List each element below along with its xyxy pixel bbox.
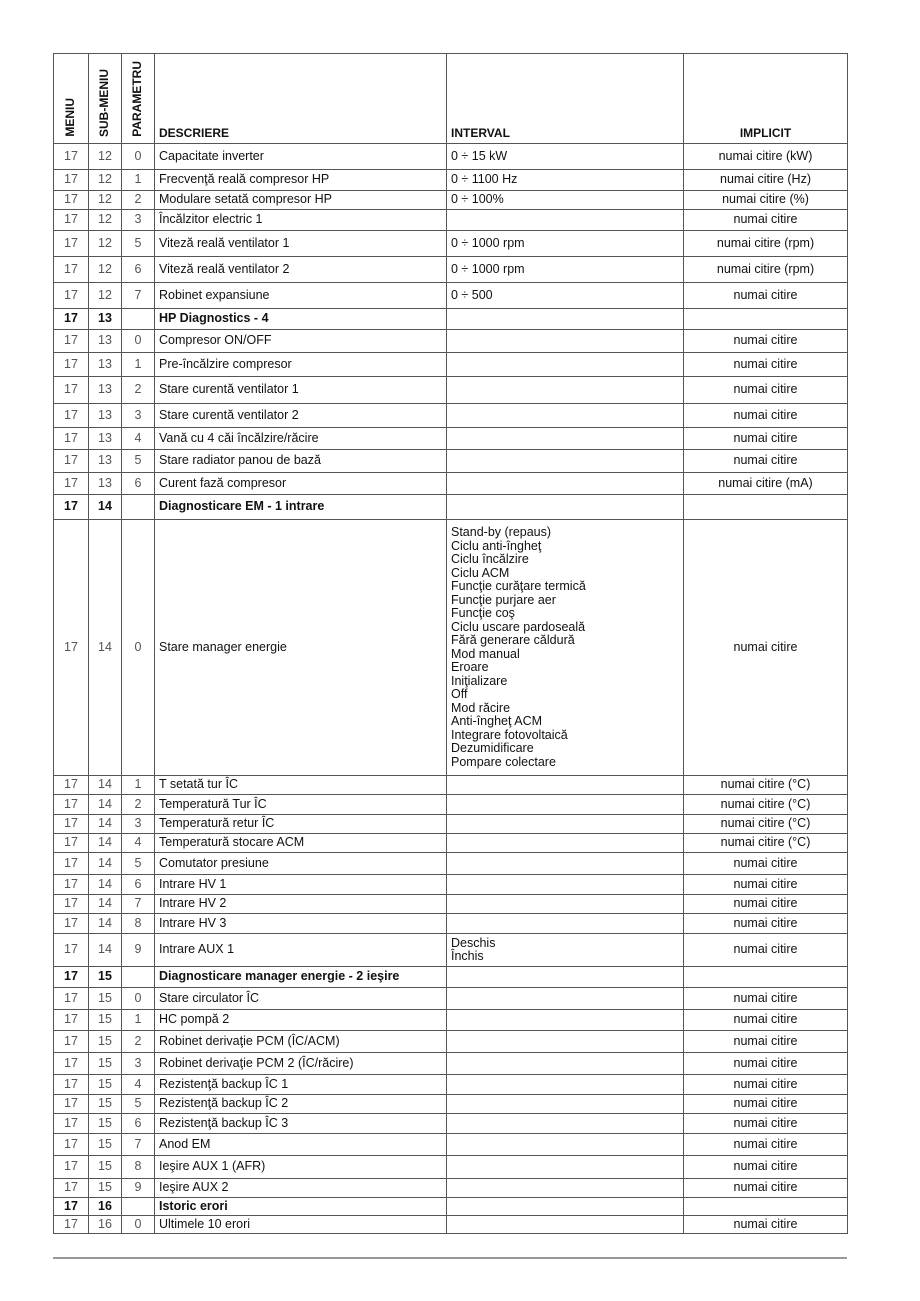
submenu-cell: 14 [89, 815, 122, 834]
footer-divider [53, 1257, 847, 1259]
interval-cell [447, 914, 684, 934]
default-cell: numai citire (°C) [684, 834, 848, 853]
menu-cell: 17 [54, 283, 89, 309]
parameter-cell [122, 967, 155, 988]
table-row [54, 1075, 848, 1095]
table-row [54, 834, 848, 853]
description-cell: Intrare AUX 1 [155, 934, 447, 967]
interval-cell [447, 404, 684, 428]
table-row [54, 170, 848, 191]
interval-cell [447, 450, 684, 473]
description-cell: Frecvenţă reală compresor HP [155, 170, 447, 191]
submenu-cell: 14 [89, 853, 122, 875]
section-header-row [54, 309, 848, 330]
interval-cell [447, 495, 684, 520]
description-cell: Pre-încălzire compresor [155, 353, 447, 377]
default-cell: numai citire (rpm) [684, 257, 848, 283]
submenu-cell: 13 [89, 450, 122, 473]
default-cell: numai citire [684, 1216, 848, 1234]
submenu-cell: 12 [89, 210, 122, 231]
menu-cell: 17 [54, 895, 89, 914]
table-row [54, 1134, 848, 1156]
default-cell: numai citire (Hz) [684, 170, 848, 191]
default-cell: numai citire [684, 1010, 848, 1031]
default-cell [684, 309, 848, 330]
menu-cell: 17 [54, 231, 89, 257]
submenu-cell: 12 [89, 170, 122, 191]
header-interval: INTERVAL [447, 54, 684, 144]
interval-cell: Stand-by (repaus) Ciclu anti-îngheţ Ciclu încălzire Ciclu ACM Funcţie curăţare termică Funcţie purjare aer Funcţie coş Ciclu uscare pardoseală Fără generare căldură Mod manual Eroare Iniţializare Off Mod răcire Anti-îngheţ ACM Integrare fotovoltaică Dezumidificare Pompare colectare [447, 520, 684, 776]
default-cell: numai citire [684, 914, 848, 934]
default-cell: numai citire [684, 988, 848, 1010]
default-cell: numai citire [684, 895, 848, 914]
parameter-cell: 2 [122, 1031, 155, 1053]
description-cell: Stare radiator panou de bază [155, 450, 447, 473]
menu-cell: 17 [54, 404, 89, 428]
interval-cell [447, 353, 684, 377]
table-row [54, 257, 848, 283]
table-row [54, 988, 848, 1010]
parameter-cell: 0 [122, 520, 155, 776]
parameter-cell: 7 [122, 1134, 155, 1156]
default-cell: numai citire [684, 210, 848, 231]
menu-cell: 17 [54, 495, 89, 520]
description-cell: Stare manager energie [155, 520, 447, 776]
submenu-cell: 13 [89, 309, 122, 330]
submenu-cell: 14 [89, 895, 122, 914]
description-cell: Istoric erori [155, 1198, 447, 1216]
submenu-cell: 15 [89, 1179, 122, 1198]
menu-cell: 17 [54, 257, 89, 283]
table-row [54, 875, 848, 895]
section-header-row [54, 495, 848, 520]
parameter-cell: 6 [122, 473, 155, 495]
parameter-cell: 4 [122, 834, 155, 853]
submenu-cell: 16 [89, 1198, 122, 1216]
table-row [54, 450, 848, 473]
table-row [54, 231, 848, 257]
menu-cell: 17 [54, 330, 89, 353]
description-cell: HC pompă 2 [155, 1010, 447, 1031]
interval-cell [447, 795, 684, 815]
description-cell: Stare curentă ventilator 1 [155, 377, 447, 404]
table-row [54, 1010, 848, 1031]
interval-cell [447, 309, 684, 330]
parameter-cell: 1 [122, 1010, 155, 1031]
submenu-cell: 12 [89, 144, 122, 170]
default-cell: numai citire [684, 1031, 848, 1053]
description-cell: Comutator presiune [155, 853, 447, 875]
menu-cell: 17 [54, 1134, 89, 1156]
menu-cell: 17 [54, 210, 89, 231]
default-cell: numai citire [684, 875, 848, 895]
menu-cell: 17 [54, 914, 89, 934]
menu-cell: 17 [54, 428, 89, 450]
table-row [54, 934, 848, 967]
table-row [54, 210, 848, 231]
menu-cell: 17 [54, 144, 89, 170]
interval-cell [447, 1095, 684, 1114]
description-cell: Capacitate inverter [155, 144, 447, 170]
menu-cell: 17 [54, 1216, 89, 1234]
menu-cell: 17 [54, 1010, 89, 1031]
parameter-cell: 4 [122, 1075, 155, 1095]
table-row [54, 914, 848, 934]
interval-cell [447, 988, 684, 1010]
description-cell: Stare curentă ventilator 2 [155, 404, 447, 428]
default-cell: numai citire [684, 520, 848, 776]
menu-cell: 17 [54, 1156, 89, 1179]
default-cell: numai citire (mA) [684, 473, 848, 495]
table-row [54, 428, 848, 450]
menu-cell: 17 [54, 853, 89, 875]
default-cell: numai citire [684, 330, 848, 353]
default-cell: numai citire [684, 1134, 848, 1156]
parameter-cell: 3 [122, 404, 155, 428]
table-row [54, 1156, 848, 1179]
default-cell: numai citire [684, 404, 848, 428]
description-cell: Rezistenţă backup ÎC 2 [155, 1095, 447, 1114]
parameter-cell: 0 [122, 1216, 155, 1234]
default-cell: numai citire [684, 1114, 848, 1134]
submenu-cell: 14 [89, 875, 122, 895]
interval-cell [447, 1053, 684, 1075]
default-cell: numai citire [684, 1095, 848, 1114]
parameter-cell: 1 [122, 353, 155, 377]
menu-cell: 17 [54, 191, 89, 210]
interval-cell [447, 853, 684, 875]
menu-cell: 17 [54, 988, 89, 1010]
table-row [54, 473, 848, 495]
table-row [54, 353, 848, 377]
submenu-cell: 15 [89, 967, 122, 988]
default-cell: numai citire [684, 853, 848, 875]
parameter-cell: 1 [122, 170, 155, 191]
parameter-cell: 8 [122, 1156, 155, 1179]
description-cell: Intrare HV 3 [155, 914, 447, 934]
header-description: DESCRIERE [155, 54, 447, 144]
table-row [54, 795, 848, 815]
description-cell: Compresor ON/OFF [155, 330, 447, 353]
menu-cell: 17 [54, 377, 89, 404]
parameter-cell: 5 [122, 1095, 155, 1114]
menu-cell: 17 [54, 834, 89, 853]
submenu-cell: 13 [89, 353, 122, 377]
menu-cell: 17 [54, 1075, 89, 1095]
table-row [54, 1216, 848, 1234]
submenu-cell: 13 [89, 404, 122, 428]
submenu-cell: 12 [89, 191, 122, 210]
table-row [54, 776, 848, 795]
default-cell: numai citire [684, 353, 848, 377]
default-cell: numai citire [684, 934, 848, 967]
description-cell: Modulare setată compresor HP [155, 191, 447, 210]
header-parameter: PARAMETRU [122, 54, 155, 144]
description-cell: Temperatură stocare ACM [155, 834, 447, 853]
interval-cell [447, 895, 684, 914]
interval-cell [447, 1198, 684, 1216]
parameter-cell [122, 1198, 155, 1216]
description-cell: HP Diagnostics - 4 [155, 309, 447, 330]
table-row [54, 815, 848, 834]
submenu-cell: 15 [89, 988, 122, 1010]
submenu-cell: 12 [89, 257, 122, 283]
description-cell: Diagnosticare EM - 1 intrare [155, 495, 447, 520]
interval-cell [447, 330, 684, 353]
menu-cell: 17 [54, 875, 89, 895]
parameter-cell: 6 [122, 1114, 155, 1134]
table-row [54, 144, 848, 170]
interval-cell [447, 1114, 684, 1134]
interval-cell [447, 1134, 684, 1156]
menu-cell: 17 [54, 795, 89, 815]
menu-cell: 17 [54, 450, 89, 473]
interval-cell: 0 ÷ 1000 rpm [447, 231, 684, 257]
menu-cell: 17 [54, 815, 89, 834]
description-cell: Viteză reală ventilator 2 [155, 257, 447, 283]
description-cell: Intrare HV 2 [155, 895, 447, 914]
description-cell: Diagnosticare manager energie - 2 ieşire [155, 967, 447, 988]
description-cell: Curent fază compresor [155, 473, 447, 495]
parameter-cell [122, 495, 155, 520]
description-cell: Rezistenţă backup ÎC 1 [155, 1075, 447, 1095]
parameter-cell [122, 309, 155, 330]
description-cell: Stare circulator ÎC [155, 988, 447, 1010]
section-header-row [54, 967, 848, 988]
description-cell: Temperatură Tur ÎC [155, 795, 447, 815]
parameter-cell: 1 [122, 776, 155, 795]
description-cell: Robinet expansiune [155, 283, 447, 309]
parameter-cell: 8 [122, 914, 155, 934]
menu-cell: 17 [54, 967, 89, 988]
interval-cell [447, 1075, 684, 1095]
interval-cell [447, 834, 684, 853]
description-cell: Intrare HV 1 [155, 875, 447, 895]
table-row [54, 330, 848, 353]
interval-cell: 0 ÷ 1000 rpm [447, 257, 684, 283]
default-cell: numai citire (%) [684, 191, 848, 210]
menu-cell: 17 [54, 309, 89, 330]
submenu-cell: 13 [89, 377, 122, 404]
parameter-cell: 2 [122, 377, 155, 404]
menu-cell: 17 [54, 170, 89, 191]
menu-cell: 17 [54, 473, 89, 495]
default-cell: numai citire [684, 1179, 848, 1198]
menu-cell: 17 [54, 1179, 89, 1198]
submenu-cell: 16 [89, 1216, 122, 1234]
submenu-cell: 13 [89, 473, 122, 495]
default-cell: numai citire (rpm) [684, 231, 848, 257]
description-cell: Încălzitor electric 1 [155, 210, 447, 231]
description-cell: T setată tur ÎC [155, 776, 447, 795]
description-cell: Rezistenţă backup ÎC 3 [155, 1114, 447, 1134]
submenu-cell: 13 [89, 428, 122, 450]
submenu-cell: 14 [89, 795, 122, 815]
submenu-cell: 15 [89, 1095, 122, 1114]
parameter-cell: 0 [122, 144, 155, 170]
default-cell: numai citire (°C) [684, 776, 848, 795]
parameter-cell: 0 [122, 988, 155, 1010]
menu-cell: 17 [54, 1053, 89, 1075]
parameter-cell: 2 [122, 191, 155, 210]
table-row [54, 1031, 848, 1053]
table-row [54, 1114, 848, 1134]
default-cell: numai citire [684, 1075, 848, 1095]
menu-cell: 17 [54, 1031, 89, 1053]
parameter-cell: 3 [122, 815, 155, 834]
description-cell: Robinet derivaţie PCM 2 (ÎC/răcire) [155, 1053, 447, 1075]
interval-cell [447, 473, 684, 495]
header-default: IMPLICIT [684, 54, 848, 144]
parameter-cell: 6 [122, 257, 155, 283]
default-cell: numai citire [684, 1053, 848, 1075]
submenu-cell: 15 [89, 1053, 122, 1075]
table-row [54, 853, 848, 875]
submenu-cell: 15 [89, 1114, 122, 1134]
description-cell: Temperatură retur ÎC [155, 815, 447, 834]
submenu-cell: 14 [89, 520, 122, 776]
menu-cell: 17 [54, 776, 89, 795]
description-cell: Vană cu 4 căi încălzire/răcire [155, 428, 447, 450]
parameter-cell: 3 [122, 210, 155, 231]
default-cell: numai citire [684, 283, 848, 309]
interval-cell: 0 ÷ 500 [447, 283, 684, 309]
submenu-cell: 15 [89, 1010, 122, 1031]
submenu-cell: 13 [89, 330, 122, 353]
table-row [54, 377, 848, 404]
submenu-cell: 14 [89, 834, 122, 853]
parameter-table [53, 53, 848, 1234]
interval-cell [447, 776, 684, 795]
parameter-cell: 3 [122, 1053, 155, 1075]
interval-cell [447, 1010, 684, 1031]
table-row [54, 895, 848, 914]
submenu-cell: 12 [89, 231, 122, 257]
default-cell [684, 1198, 848, 1216]
description-cell: Ieşire AUX 2 [155, 1179, 447, 1198]
default-cell: numai citire [684, 428, 848, 450]
menu-cell: 17 [54, 1198, 89, 1216]
default-cell: numai citire (kW) [684, 144, 848, 170]
default-cell: numai citire [684, 1156, 848, 1179]
interval-cell [447, 210, 684, 231]
parameter-cell: 0 [122, 330, 155, 353]
interval-cell [447, 875, 684, 895]
menu-cell: 17 [54, 1114, 89, 1134]
interval-cell [447, 1216, 684, 1234]
default-cell: numai citire (°C) [684, 795, 848, 815]
submenu-cell: 14 [89, 495, 122, 520]
default-cell: numai citire (°C) [684, 815, 848, 834]
interval-cell [447, 377, 684, 404]
description-cell: Viteză reală ventilator 1 [155, 231, 447, 257]
parameter-cell: 9 [122, 1179, 155, 1198]
menu-cell: 17 [54, 1095, 89, 1114]
parameter-cell: 2 [122, 795, 155, 815]
parameter-cell: 7 [122, 895, 155, 914]
submenu-cell: 15 [89, 1156, 122, 1179]
table-row [54, 191, 848, 210]
menu-cell: 17 [54, 520, 89, 776]
parameter-cell: 5 [122, 450, 155, 473]
table-row [54, 520, 848, 776]
header-menu: MENIU [54, 54, 89, 144]
parameter-cell: 5 [122, 853, 155, 875]
description-cell: Ieşire AUX 1 (AFR) [155, 1156, 447, 1179]
table-row [54, 1179, 848, 1198]
default-cell: numai citire [684, 377, 848, 404]
header-submenu: SUB-MENIU [89, 54, 122, 144]
interval-cell [447, 815, 684, 834]
menu-cell: 17 [54, 353, 89, 377]
submenu-cell: 14 [89, 914, 122, 934]
submenu-cell: 14 [89, 934, 122, 967]
interval-cell: 0 ÷ 1100 Hz [447, 170, 684, 191]
interval-cell [447, 1156, 684, 1179]
section-header-row [54, 1198, 848, 1216]
description-cell: Robinet derivaţie PCM (ÎC/ACM) [155, 1031, 447, 1053]
menu-cell: 17 [54, 934, 89, 967]
interval-cell: 0 ÷ 100% [447, 191, 684, 210]
table-row [54, 404, 848, 428]
interval-cell [447, 967, 684, 988]
default-cell [684, 967, 848, 988]
table-row [54, 1095, 848, 1114]
parameter-cell: 6 [122, 875, 155, 895]
table-row [54, 1053, 848, 1075]
interval-cell: Deschis Închis [447, 934, 684, 967]
description-cell: Anod EM [155, 1134, 447, 1156]
interval-cell [447, 1179, 684, 1198]
submenu-cell: 15 [89, 1075, 122, 1095]
submenu-cell: 15 [89, 1031, 122, 1053]
submenu-cell: 14 [89, 776, 122, 795]
parameter-cell: 4 [122, 428, 155, 450]
submenu-cell: 12 [89, 283, 122, 309]
default-cell: numai citire [684, 450, 848, 473]
parameter-cell: 5 [122, 231, 155, 257]
parameter-cell: 9 [122, 934, 155, 967]
table-header-row [54, 54, 848, 144]
default-cell [684, 495, 848, 520]
interval-cell [447, 1031, 684, 1053]
description-cell: Ultimele 10 erori [155, 1216, 447, 1234]
table-body [54, 144, 848, 1234]
table-row [54, 283, 848, 309]
parameter-cell: 7 [122, 283, 155, 309]
interval-cell: 0 ÷ 15 kW [447, 144, 684, 170]
submenu-cell: 15 [89, 1134, 122, 1156]
interval-cell [447, 428, 684, 450]
